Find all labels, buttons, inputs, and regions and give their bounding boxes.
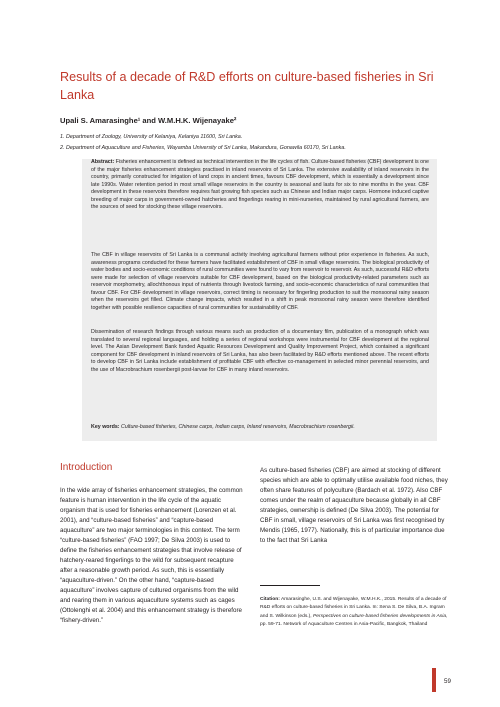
keywords-text: Culture-based fisheries, Chinese carps, Indian carps, Inland reservoirs, Macrobrachium rosenbergii. bbox=[121, 424, 355, 430]
introduction-right-column: As culture-based fisheries (CBF) are aimed at stocking of different species which are able to optimally utilise available food niches, they often share features of polyculture (Bardach et al. 1972). Also CBF comes under the realm of aquaculture because globally in all CBF strategies, ownership is defined (De Silva 2003). The potential for CBF in small, village reservoirs of Sri Lanka was first recognised by Mendis (1965, 1977). Nationally, this is of particular importance due to the fact that Sri Lanka bbox=[260, 467, 448, 544]
article-title: Results of a decade of R&D efforts on culture-based fisheries in Sri Lanka bbox=[60, 70, 434, 102]
abstract-label: Abstract: bbox=[91, 159, 115, 165]
affiliation-1: 1. Department of Zoology, University of Kelaniya, Kelaniya 11600, Sri Lanka. bbox=[60, 134, 243, 140]
keywords bbox=[91, 424, 429, 432]
abstract-text-1: Fisheries enhancement is defined as technical intervention in the life cycles of fish. Culture-based fisheries (CBF) development is one of the major fisheries enhancement strategies practised in inland reservoirs of Sri Lanka. The extensive availability of inland reservoirs in the country, primarily constructed for irrigation of land crops in ancient times, favours CBF development, which is essentially a development since late 1990s. Water retention period in most small village reservoirs in the country is seasonal and lasts for six to nine months in the year. CBF development in these reservoirs therefore requires fast growing fish species such as Chinese and Indian major carps. Hormone induced captive breeding of major carps in government-owned hatcheries and fingerlings rearing in mini-nurseries, maintained by rural agricultural farmers, are the sources of seed for stocking these village reservoirs. bbox=[91, 159, 429, 210]
abstract-paragraph-1 bbox=[91, 159, 429, 212]
citation-book-title: Perspectives on culture-based fisheries developments in Asia, bbox=[313, 613, 448, 619]
affiliation-2: 2. Department of Aquaculture and Fisheries, Wayamba University of Sri Lanka, Makandura, Gonawila 60170, Sri Lanka. bbox=[60, 144, 346, 151]
keywords-label: Key words: bbox=[91, 424, 120, 430]
footnote-divider bbox=[260, 585, 320, 586]
page-number: 59 bbox=[444, 678, 451, 685]
affiliations-list bbox=[60, 132, 460, 153]
citation-label: Citation: bbox=[260, 597, 280, 602]
citation-text: Amarasinghe, U.S. and Wijenayake, W.M.H.K., 2015. Results of a decade of R&D efforts on culture-based fisheries in Sri Lanka. In: Sena S. De Silva, B.A. Ingram and S. Wilkinson (eds.), bbox=[260, 597, 447, 619]
abstract-paragraph-2: The CBF in village reservoirs of Sri Lanka is a communal activity involving agricultural farmers without prior experience in fisheries. As such, awareness programs conducted for these farmers have facilitated establishment of CBF in small village reservoirs. The biological productivity of water bodies and socio-economic conditions of rural communities were found to vary from reservoir to reservoir. As such, successful R&D efforts were made for selection of village reservoirs suitable for CBF development, based on the biological productivity-related parameters such as reservoir morphometry, allochthonous input of nutrients through livestock farming, and socio-economic characteristics of rural communities that favour CBF. For CBF development in village reservoirs, correct timing is necessary for fingerling production to suit the monsoonal rainy season when the reservoirs get filled. Climate change impacts, which resulted in a shift in peak monsoonal rainy season were therefore identified together with possible resilience capacities of rural communities for sustainability of CBF. bbox=[91, 252, 429, 311]
citation-tail: pp. 59-71. Network of Aquaculture Centres in Asia-Pacific, Bangkok, Thailand bbox=[260, 622, 428, 628]
introduction-heading: Introduction bbox=[60, 462, 113, 473]
introduction-left-column: In the wide array of fisheries enhancement strategies, the common feature is human intervention in the life cycle of the aquatic organism that is used for fisheries enhancement (Lorenzen et al. 2001), and “culture-based fisheries” and “capture-based aquaculture” are two major terminologies in this context. The term “culture-based fisheries” (FAO 1997; De Silva 2003) is used to define the fisheries enhancement strategies that involve release of hatchery-reared fingerlings to the wild for subsequent recapture after a reasonable growth period. As such, this is essentially “aquaculture-driven.” On the other hand, “capture-based aquaculture” involves capture of cultured organisms from the wild and rearing them in various aquaculture systems such as cages (Ottolenghi et al. 2004) and this enhancement strategy is therefore “fishery-driven.” bbox=[60, 487, 243, 624]
citation-note bbox=[260, 596, 450, 630]
article-authors: Upali S. Amarasinghe¹ and W.M.H.K. Wijenayake² bbox=[60, 116, 237, 125]
page-edge-marker bbox=[432, 668, 436, 692]
abstract-paragraph-3: Dissemination of research findings through various means such as production of a documentary film, publication of a monograph which was translated to several regional languages, and holding a series of regional workshops were instrumental for CBF development at the regional level. The Asian Development Bank funded Aquatic Resources Development and Quality Improvement Project, which contained a significant component for CBF development in inland reservoirs of Sri Lanka, has also been facilitated by R&D efforts mentioned above. The recent efforts to develop CBF in Sri Lanka include establishment of profitable CBF with effective co-management in selected minor perennial reservoirs, and the use of Macrobrachium rosenbergii post-larvae for CBF in many inland reservoirs. bbox=[91, 329, 429, 373]
abstract-box bbox=[82, 159, 437, 441]
